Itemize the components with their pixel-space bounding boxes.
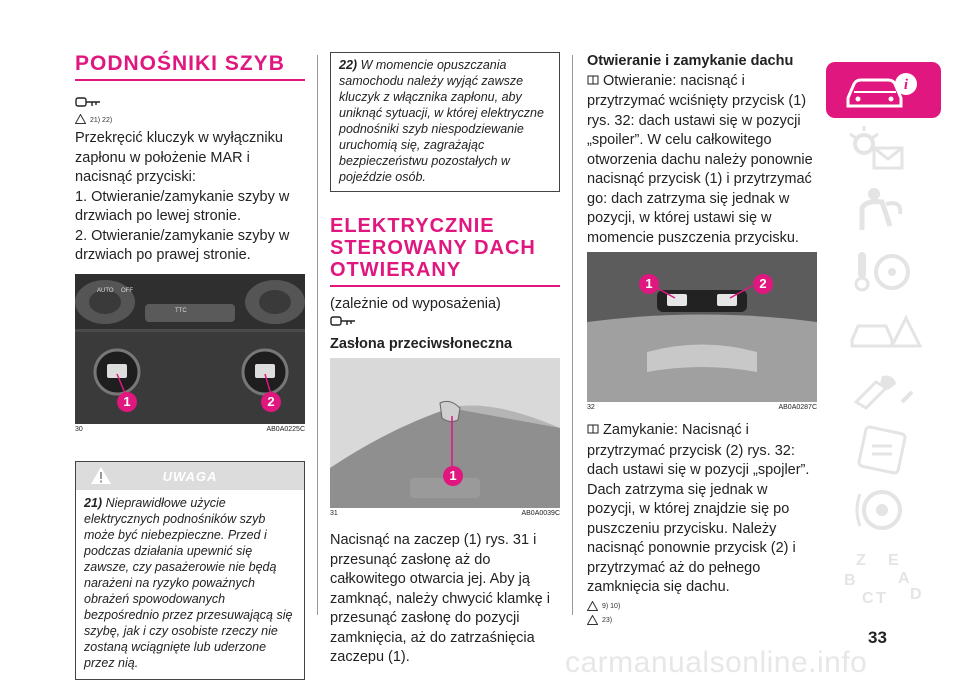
title-underline bbox=[75, 79, 305, 81]
note-body: W momencie opuszczania samochodu należy wyjąć zawsze kluczyk z włącznika zapłonu, aby uniknąć sytuacji, w której elektryczne podnośniki szyb niespodziewanie uruchomią się, zagrażając bezpieczeństwu pozostałych w pojeździe osób. bbox=[339, 58, 544, 184]
column-3 bbox=[587, 52, 817, 628]
steering-wheel-icon bbox=[826, 242, 941, 298]
figure-code: AB0A0039C bbox=[521, 510, 560, 517]
opening-body: Otwieranie: nacisnąć i przytrzymać wciśnięty przycisk (1) rys. 32: dach ustawi się w pozycji „spoiler”. W celu całkowitego otworzenia dachu należy ponownie nacisnąć przycisk (1) i przytrzymać go: dach zatrzyma się jednak w pozycji, w której ustawi się w momencie puszczenia przycisku. bbox=[587, 72, 813, 246]
reference-numbers: 9) 10) bbox=[602, 603, 621, 610]
note-number: 22) bbox=[339, 58, 358, 72]
callout-1: 1 bbox=[443, 466, 463, 486]
index-letter: Z bbox=[856, 552, 866, 569]
subsection-title: Zasłona przeciwsłoneczna bbox=[330, 335, 513, 352]
technical-data-icon bbox=[826, 422, 941, 478]
key-switch-row bbox=[330, 315, 560, 333]
panel-label-auto: AUTO bbox=[97, 287, 114, 294]
index-letter: E bbox=[888, 552, 899, 569]
warning-box bbox=[75, 461, 305, 680]
subsection-title: Otwieranie i zamykanie dachu bbox=[587, 53, 794, 69]
tab-warning-lights[interactable] bbox=[826, 122, 941, 178]
figure-30-caption bbox=[75, 426, 305, 433]
tab-car-info[interactable] bbox=[826, 62, 941, 118]
column-2 bbox=[330, 52, 560, 668]
index-letter: D bbox=[910, 586, 922, 603]
column-divider bbox=[572, 55, 573, 615]
warning-body: Nieprawidłowe użycie elektrycznych podnośników szyb może być niebezpieczne. Przed i podczas działania upewnić się zawsze, czy pasażerowie nie będą narażeni na ryzyko poważnych obrażeń spowodowanych bezpośrednio przez przesuwającą się szybę, jak i czy osobiste rzeczy nie zostaną wciągnięte lub uderzone przez nią. bbox=[84, 495, 293, 670]
note-text bbox=[339, 57, 551, 185]
body-text: Nacisnąć na zaczep (1) rys. 31 i przesunąć zasłonę aż do całkowitego otwarcia jej. Aby ją zamknąć, należy chwycić klamkę i przesunąć zasłonę do pozycji zamknięcia, aż do zatrzaśnięcia zaczepu (1). bbox=[330, 532, 550, 665]
sunblind-illustration bbox=[330, 358, 560, 508]
car-info-icon bbox=[826, 62, 941, 118]
index-letter: C bbox=[862, 590, 874, 607]
svg-text:i: i bbox=[903, 77, 909, 93]
closing-body: Zamykanie: Nacisnąć i przytrzymać przycisk (2) rys. 32: dach ustawi się w pozycji „spojler”. Dach zatrzyma się jednak w pozycji, w której znajdzie się po puszczeniu przycisku. Należy nacisnąć ponownie przycisk (2) i przytrzymać aż do pełnego zamknięcia się dachu. bbox=[587, 422, 810, 595]
reference-numbers: 21) 22) bbox=[90, 116, 113, 124]
section-title: PODNOŚNIKI SZYB bbox=[75, 52, 285, 75]
warning-number: 21) bbox=[84, 495, 103, 510]
reference-notes bbox=[587, 614, 817, 628]
reference-notes bbox=[75, 113, 305, 127]
callout-2: 2 bbox=[261, 392, 281, 412]
book-icon bbox=[587, 73, 599, 93]
callout-1: 1 bbox=[117, 392, 137, 412]
key-switch-icon bbox=[330, 314, 356, 333]
tab-emergency[interactable] bbox=[826, 302, 941, 358]
note-box bbox=[330, 52, 560, 192]
intro-text: Przekręcić kluczyk w wyłączniku zapłonu w położenie MAR i nacisnąć przyciski: bbox=[75, 130, 283, 185]
tab-multimedia[interactable] bbox=[826, 482, 941, 538]
reference-notes bbox=[587, 600, 817, 614]
reference-row bbox=[75, 95, 305, 113]
availability-note: (zależnie od wyposażenia) bbox=[330, 296, 501, 312]
column-1 bbox=[75, 52, 305, 680]
title-underline bbox=[330, 285, 560, 287]
opening-text bbox=[587, 72, 817, 249]
emergency-icon bbox=[826, 302, 941, 358]
warning-lights-icon bbox=[826, 122, 941, 178]
tab-maintenance[interactable] bbox=[826, 362, 941, 418]
figure-code: AB0A0287C bbox=[778, 404, 817, 411]
tab-technical-data[interactable] bbox=[826, 422, 941, 478]
book-icon bbox=[587, 422, 599, 442]
page-number: 33 bbox=[868, 628, 887, 647]
closing-text bbox=[587, 421, 817, 598]
figure-number: 32 bbox=[587, 404, 595, 411]
reference-numbers: 23) bbox=[602, 617, 613, 624]
multimedia-icon bbox=[826, 482, 941, 538]
warning-triangle-icon bbox=[75, 111, 86, 129]
figure-31-caption bbox=[330, 510, 560, 517]
seatbelt-icon bbox=[826, 182, 941, 238]
watermark: carmanualsonline.info bbox=[565, 646, 868, 679]
warning-triangle-icon bbox=[587, 612, 598, 630]
warning-text bbox=[84, 495, 296, 671]
list-item-2: 2. Otwieranie/zamykanie szyby w drzwiach po prawej stronie. bbox=[75, 227, 290, 263]
figure-31-photo bbox=[330, 358, 560, 508]
figure-32-photo bbox=[587, 252, 817, 402]
panel-label-ttc: TTC bbox=[175, 307, 187, 314]
section-title: ELEKTRYCZNIE STEROWANY DACH OTWIERANY bbox=[330, 215, 536, 281]
panel-label-off: OFF bbox=[121, 287, 133, 294]
figure-number: 30 bbox=[75, 425, 83, 433]
figure-30-photo bbox=[75, 274, 305, 424]
tab-index[interactable] bbox=[826, 546, 941, 612]
index-letter: A bbox=[898, 570, 910, 587]
tab-starting-driving[interactable] bbox=[826, 242, 941, 298]
callout-1: 1 bbox=[639, 274, 659, 294]
callout-2: 2 bbox=[753, 274, 773, 294]
list-item-1: 1. Otwieranie/zamykanie szyby w drzwiach po lewej stronie. bbox=[75, 188, 290, 224]
figure-code: AB0A0225C bbox=[266, 425, 305, 433]
figure-32-caption bbox=[587, 404, 817, 411]
tab-safety[interactable] bbox=[826, 182, 941, 238]
index-letter: T bbox=[876, 590, 886, 607]
column-divider bbox=[317, 55, 318, 615]
figure-number: 31 bbox=[330, 510, 338, 517]
maintenance-icon bbox=[826, 362, 941, 418]
index-letter: B bbox=[844, 572, 856, 589]
warning-header bbox=[76, 462, 304, 490]
warning-title: UWAGA bbox=[162, 468, 218, 484]
roof-buttons-illustration bbox=[587, 252, 817, 402]
